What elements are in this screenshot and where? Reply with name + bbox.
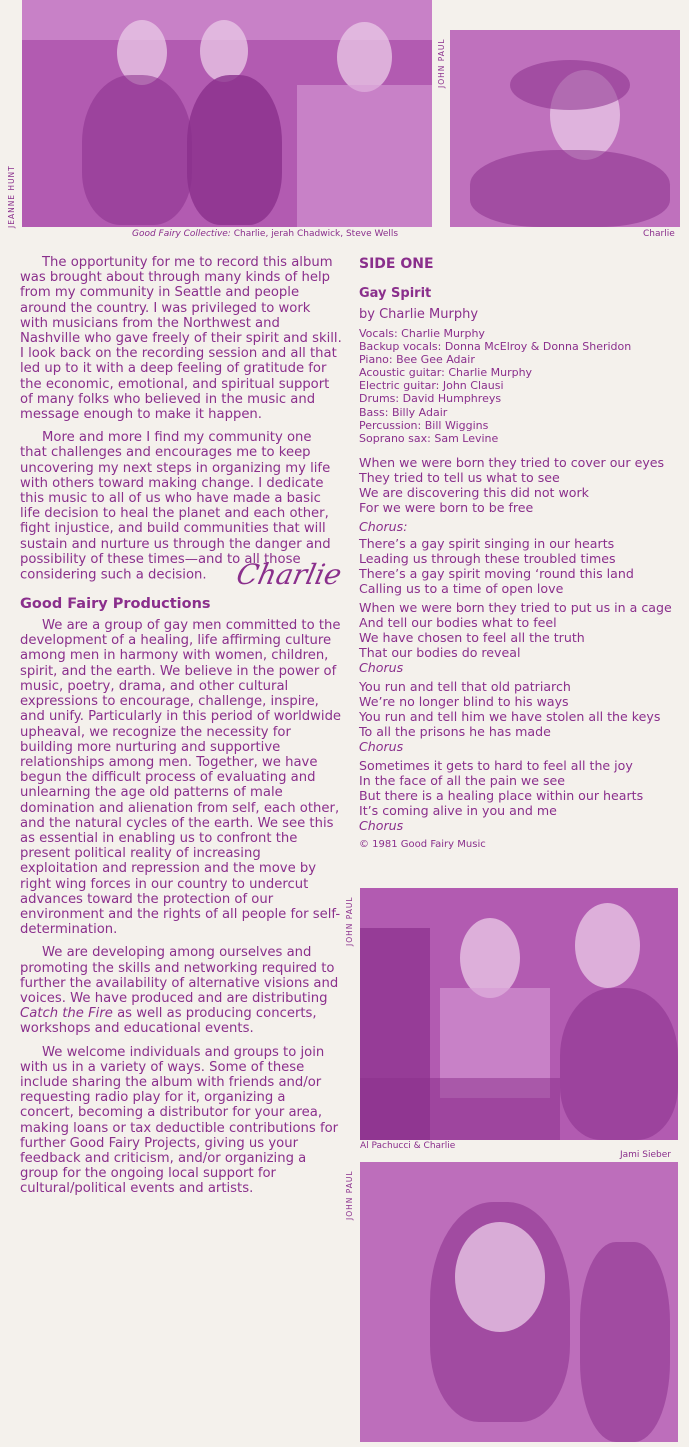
credit-line: Acoustic guitar: Charlie Murphy bbox=[359, 366, 533, 380]
lyric-line: It’s coming alive in you and me bbox=[359, 802, 557, 818]
intro-paragraph-2 bbox=[20, 430, 345, 592]
lyric-line: And tell our bodies what to feel bbox=[359, 614, 557, 630]
lyric-line: You run and tell that old patriarch bbox=[359, 678, 571, 694]
verse-2 bbox=[359, 600, 681, 675]
photo-good-fairy-collective bbox=[22, 0, 432, 227]
photo-caption-charlie: Charlie bbox=[643, 229, 675, 239]
photo-al-pachucci-charlie bbox=[360, 888, 678, 1140]
lyric-line: But there is a healing place within our hearts bbox=[359, 787, 644, 803]
lyric-line: That our bodies do reveal bbox=[359, 644, 521, 660]
good-fairy-paragraph-1: We are a group of gay men committed to the development of a healing, life affirming culture among men in harmony with women, children, spirit, and the earth. We believe in the power of music, poetry, drama, and other cultural expressions to encourage, challenge, inspire, and unify. Particularly in this period of worldwide upheaval, we recognize the necessity for building more nurturing and supportive relationships among men. Together, we have begun the difficult process of evaluating and unlearning the age old patterns of male domination and alienation from self, each other, and the natural cycles of the earth. We see this as essential in enabling us to confront the present political reality of increasing exploitation and repression and the move by right wing forces in our country to undercut advances toward the protection of our environment and the rights of all people for self-determination. bbox=[20, 618, 342, 938]
chorus bbox=[359, 519, 681, 596]
good-fairy-paragraph-3: We welcome individuals and groups to join with us in a variety of ways. Some of these include sharing the album with friends and/or requesting radio play for it, organizing a concert, becoming a distributor for your area, making loans or tax deductible contributions for further Good Fairy Projects, giving us your feedback and criticism, and/or organizing a group for the ongoing local support for cultural/political events and artists. bbox=[20, 1044, 339, 1197]
credit-line: Percussion: Bill Wiggins bbox=[359, 418, 489, 432]
lyric-line: Leading us through these troubled times bbox=[359, 550, 616, 566]
caption-prefix: Good Fairy Collective: bbox=[132, 229, 231, 239]
song-credits bbox=[359, 327, 681, 445]
photo-caption-collective bbox=[132, 229, 398, 239]
caption-names: Charlie, jerah Chadwick, Steve Wells bbox=[233, 229, 399, 239]
photo-credit-john-paul-3: JOHN PAUL bbox=[345, 1170, 354, 1220]
side-one-heading: SIDE ONE bbox=[359, 256, 434, 272]
good-fairy-paragraph-2-end: as well as producing concerts, workshops and educational events. bbox=[20, 1006, 317, 1037]
credit-line: Backup vocals: Donna McElroy & Donna Sheridon bbox=[359, 340, 632, 354]
lyric-line: You run and tell him we have stolen all the keys bbox=[359, 708, 661, 724]
lyric-line: Calling us to a time of open love bbox=[359, 580, 564, 596]
credit-line: Vocals: Charlie Murphy bbox=[359, 327, 485, 340]
left-column bbox=[20, 255, 345, 1205]
photo-credit-jeanne-hunt: JEANNE HUNT bbox=[7, 165, 16, 228]
intro-paragraph-2-text: More and more I find my community one that challenges and encourages me to keep uncovering my next steps in organizing my life with others toward making change. I dedicate this music to all of us who have made a basic life decision to heal the planet and each other, fight injustice, and build communities that will sustain and nurture us through the danger and possibility of these times—and to all those considering such a decision. bbox=[20, 430, 331, 583]
album-title-catch-the-fire: Catch the Fire bbox=[20, 1006, 113, 1022]
chorus-label: Chorus: bbox=[359, 518, 408, 534]
photo-jami-sieber bbox=[360, 1162, 678, 1442]
lyric-line: We are discovering this did not work bbox=[359, 484, 589, 500]
credit-line: Electric guitar: John Clausi bbox=[359, 379, 504, 393]
lyric-line: For we were born to be free bbox=[359, 499, 534, 515]
photo-charlie bbox=[450, 30, 680, 227]
credit-line: Piano: Bee Gee Adair bbox=[359, 353, 475, 367]
good-fairy-heading: Good Fairy Productions bbox=[20, 595, 211, 612]
copyright: © 1981 Good Fairy Music bbox=[359, 838, 486, 850]
lyric-line: We have chosen to feel all the truth bbox=[359, 629, 585, 645]
credit-line: Soprano sax: Sam Levine bbox=[359, 431, 499, 445]
lyric-line: In the face of all the pain we see bbox=[359, 772, 566, 788]
song-byline: by Charlie Murphy bbox=[359, 307, 479, 322]
good-fairy-paragraph-2 bbox=[20, 945, 342, 1036]
credit-line: Bass: Billy Adair bbox=[359, 405, 448, 419]
good-fairy-paragraph-2-start: We are developing among ourselves and promoting the skills and networking required to further the availability of alternative visions and voices. We have produced and are distributing bbox=[20, 945, 339, 1006]
chorus-label: Chorus bbox=[359, 659, 404, 675]
verse-4 bbox=[359, 758, 681, 833]
lyric-line: To all the prisons he has made bbox=[359, 723, 551, 739]
lyric-line: When we were born they tried to put us in a cage bbox=[359, 599, 672, 615]
signature-charlie: Charlie bbox=[233, 558, 345, 592]
right-column bbox=[359, 257, 681, 852]
photo-credit-john-paul-1: JOHN PAUL bbox=[437, 38, 446, 88]
song-lyrics bbox=[359, 455, 681, 852]
photo-caption-jami-sieber: Jami Sieber bbox=[620, 1150, 671, 1160]
lyric-line: There’s a gay spirit singing in our hearts bbox=[359, 535, 615, 551]
intro-paragraph-1: The opportunity for me to record this album was brought about through many kinds of help from my community in Seattle and people around the country. I was privileged to work with musicians from the Northwest and Nashville who gave freely of their spirit and skill. I look back on the recording session and all that led up to it with a deep feeling of gratitude for the economic, emotional, and spiritual support of many folks who believed in the music and message enough to make it happen. bbox=[20, 255, 342, 423]
lyric-line: When we were born they tried to cover our eyes bbox=[359, 454, 665, 470]
verse-3 bbox=[359, 679, 681, 754]
song-title: Gay Spirit bbox=[359, 286, 432, 301]
photo-credit-john-paul-2: JOHN PAUL bbox=[345, 896, 354, 946]
verse-1 bbox=[359, 455, 681, 515]
lyric-line: There’s a gay spirit moving ‘round this land bbox=[359, 565, 634, 581]
credit-line: Drums: David Humphreys bbox=[359, 392, 502, 406]
lyric-line: We’re no longer blind to his ways bbox=[359, 693, 569, 709]
chorus-label: Chorus bbox=[359, 817, 404, 833]
lyric-line: Sometimes it gets to hard to feel all the joy bbox=[359, 757, 633, 773]
photo-caption-al-pachucci: Al Pachucci & Charlie bbox=[360, 1141, 456, 1151]
chorus-label: Chorus bbox=[359, 738, 404, 754]
lyric-line: They tried to tell us what to see bbox=[359, 469, 560, 485]
